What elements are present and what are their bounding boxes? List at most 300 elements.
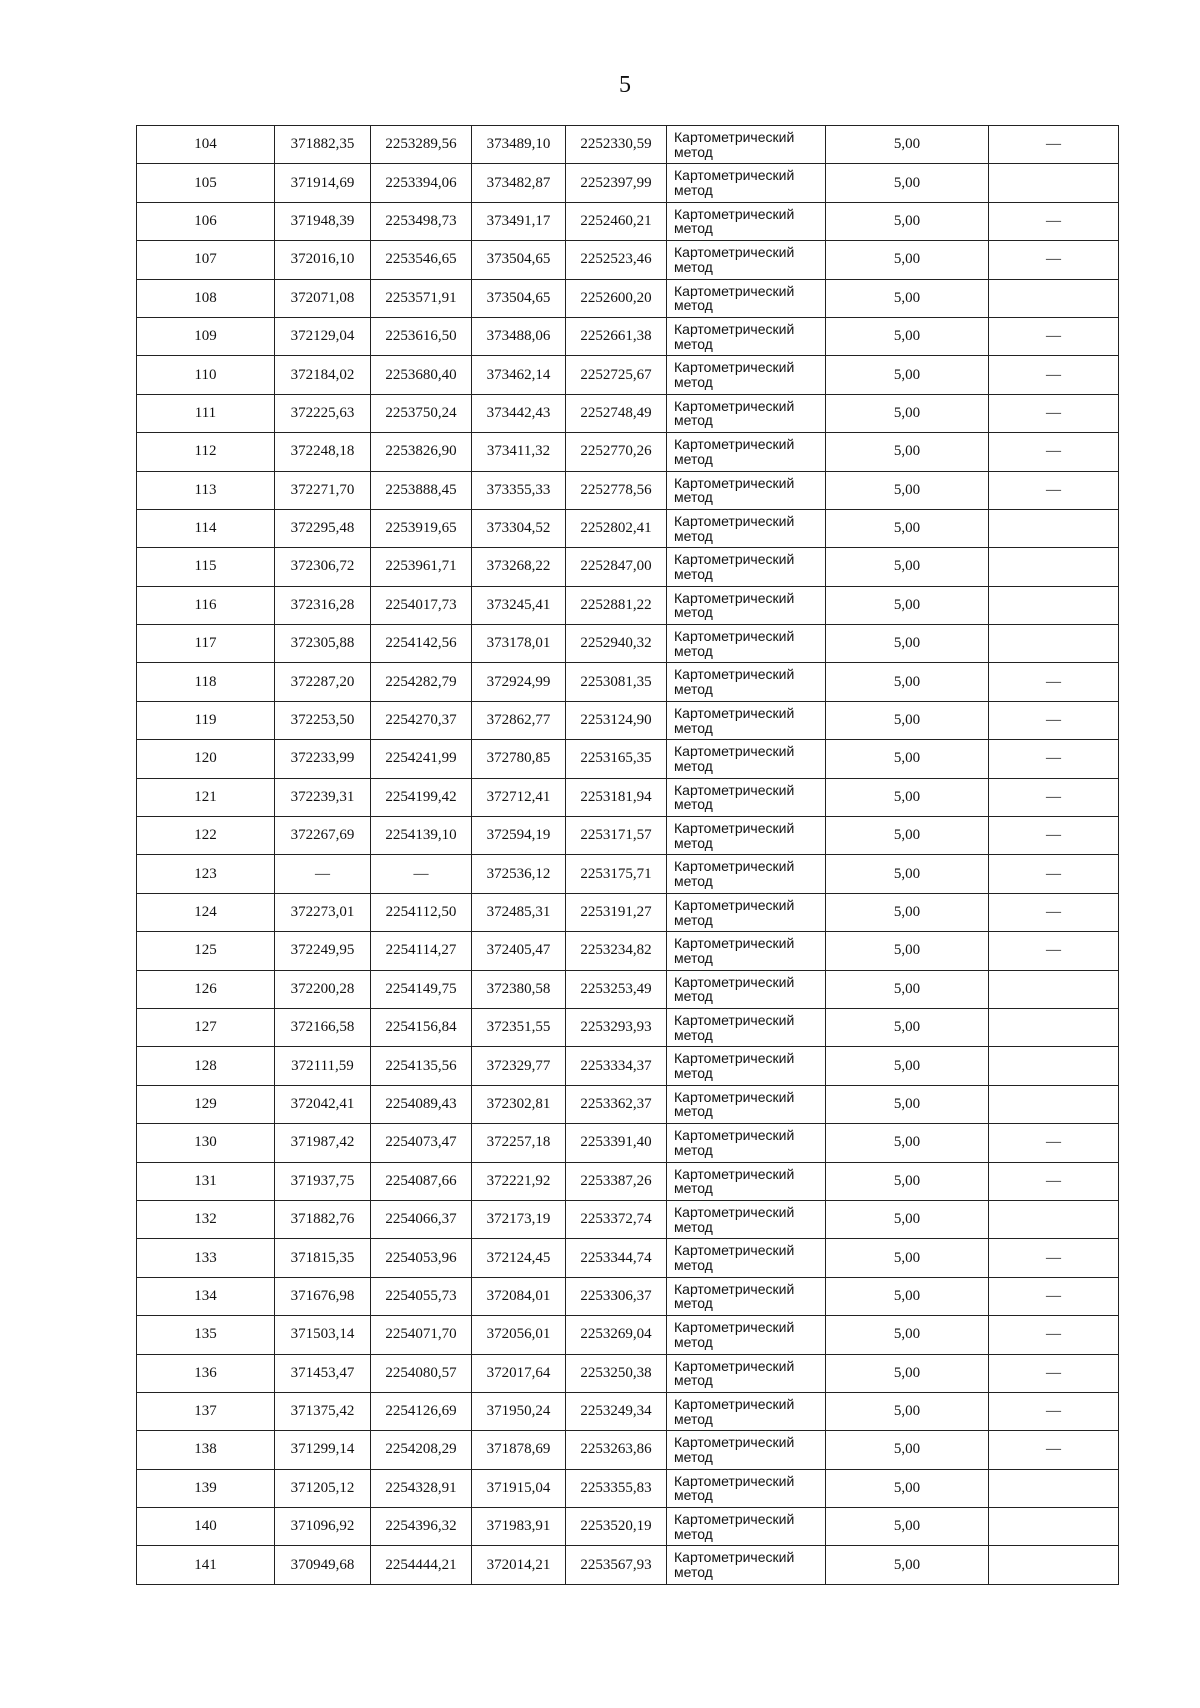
y-coord-2-cell: 2253234,82: [566, 932, 667, 970]
y-coord-2-cell: 2252748,49: [566, 394, 667, 432]
method-cell: [667, 932, 826, 970]
accuracy-cell: 5,00: [826, 663, 989, 701]
x-coord-2-cell: 373462,14: [472, 356, 566, 394]
x-coord-2-cell: 372862,77: [472, 701, 566, 739]
method-line-1: Картометрический: [674, 743, 795, 760]
y-coord-2-cell: 2253269,04: [566, 1316, 667, 1354]
method-cell: [667, 471, 826, 509]
note-cell: [989, 970, 1119, 1008]
method-line-2: метод: [674, 450, 713, 467]
point-number-cell: 123: [137, 855, 275, 893]
accuracy-cell: 5,00: [826, 126, 989, 164]
table-row: [137, 317, 1119, 355]
method-line-2: метод: [674, 719, 713, 736]
table-row: [137, 1124, 1119, 1162]
method-line-1: Картометрический: [674, 1319, 795, 1336]
x-coord-2-cell: 373442,43: [472, 394, 566, 432]
accuracy-cell: 5,00: [826, 164, 989, 202]
method-line-1: Картометрический: [674, 129, 795, 145]
method-cell: [667, 317, 826, 355]
x-coord-2-cell: 373488,06: [472, 317, 566, 355]
table-row: [137, 279, 1119, 317]
accuracy-cell: 5,00: [826, 548, 989, 586]
method-line-1: Картометрический: [674, 320, 795, 337]
x-coord-1-cell: 372225,63: [275, 394, 371, 432]
accuracy-cell: 5,00: [826, 625, 989, 663]
method-line-1: Картометрический: [674, 1280, 795, 1297]
y-coord-1-cell: 2253826,90: [371, 433, 472, 471]
accuracy-cell: 5,00: [826, 740, 989, 778]
point-number-cell: 125: [137, 932, 275, 970]
y-coord-1-cell: 2253680,40: [371, 356, 472, 394]
x-coord-2-cell: 373482,87: [472, 164, 566, 202]
method-line-1: Картометрический: [674, 282, 795, 299]
method-line-2: метод: [674, 949, 713, 966]
method-cell: [667, 1546, 826, 1584]
accuracy-cell: 5,00: [826, 1008, 989, 1046]
method-cell: [667, 740, 826, 778]
point-number-cell: 104: [137, 126, 275, 164]
method-line-2: метод: [674, 527, 713, 544]
point-number-cell: 137: [137, 1392, 275, 1430]
y-coord-1-cell: 2254114,27: [371, 932, 472, 970]
method-cell: [667, 586, 826, 624]
method-cell: [667, 394, 826, 432]
note-cell: —: [989, 433, 1119, 471]
note-cell: —: [989, 1354, 1119, 1392]
y-coord-2-cell: 2253191,27: [566, 893, 667, 931]
y-coord-2-cell: 2253250,38: [566, 1354, 667, 1392]
y-coord-2-cell: 2252725,67: [566, 356, 667, 394]
method-line-2: метод: [674, 1448, 713, 1465]
table-row: [137, 893, 1119, 931]
y-coord-2-cell: 2252661,38: [566, 317, 667, 355]
x-coord-2-cell: 373245,41: [472, 586, 566, 624]
y-coord-2-cell: 2252770,26: [566, 433, 667, 471]
method-line-1: Картометрический: [674, 1549, 795, 1566]
y-coord-1-cell: —: [371, 855, 472, 893]
method-cell: [667, 663, 826, 701]
y-coord-1-cell: 2254080,57: [371, 1354, 472, 1392]
method-cell: [667, 548, 826, 586]
note-cell: —: [989, 1162, 1119, 1200]
note-cell: [989, 548, 1119, 586]
method-line-1: Картометрический: [674, 397, 795, 414]
table-row: [137, 1239, 1119, 1277]
accuracy-cell: 5,00: [826, 279, 989, 317]
x-coord-2-cell: 373178,01: [472, 625, 566, 663]
y-coord-1-cell: 2253961,71: [371, 548, 472, 586]
y-coord-1-cell: 2254053,96: [371, 1239, 472, 1277]
x-coord-1-cell: 371882,35: [275, 126, 371, 164]
y-coord-2-cell: 2253387,26: [566, 1162, 667, 1200]
accuracy-cell: 5,00: [826, 1200, 989, 1238]
x-coord-2-cell: 372173,19: [472, 1200, 566, 1238]
x-coord-2-cell: 371983,91: [472, 1508, 566, 1546]
x-coord-2-cell: 373304,52: [472, 509, 566, 547]
y-coord-2-cell: 2253249,34: [566, 1392, 667, 1430]
method-line-2: метод: [674, 834, 713, 851]
accuracy-cell: 5,00: [826, 1469, 989, 1507]
method-line-1: Картометрический: [674, 551, 795, 568]
y-coord-1-cell: 2254328,91: [371, 1469, 472, 1507]
x-coord-1-cell: 371503,14: [275, 1316, 371, 1354]
x-coord-1-cell: 371815,35: [275, 1239, 371, 1277]
note-cell: [989, 1546, 1119, 1584]
accuracy-cell: 5,00: [826, 509, 989, 547]
x-coord-1-cell: 372316,28: [275, 586, 371, 624]
table-row: [137, 1469, 1119, 1507]
x-coord-1-cell: —: [275, 855, 371, 893]
y-coord-2-cell: 2253293,93: [566, 1008, 667, 1046]
y-coord-2-cell: 2253334,37: [566, 1047, 667, 1085]
y-coord-2-cell: 2253165,35: [566, 740, 667, 778]
note-cell: —: [989, 317, 1119, 355]
point-number-cell: 116: [137, 586, 275, 624]
note-cell: —: [989, 471, 1119, 509]
y-coord-2-cell: 2252460,21: [566, 202, 667, 240]
table-row: [137, 1316, 1119, 1354]
y-coord-2-cell: 2253253,49: [566, 970, 667, 1008]
method-line-1: Картометрический: [674, 628, 795, 645]
table-row: [137, 1047, 1119, 1085]
method-line-2: метод: [674, 796, 713, 813]
method-cell: [667, 1431, 826, 1469]
x-coord-2-cell: 372329,77: [472, 1047, 566, 1085]
note-cell: —: [989, 932, 1119, 970]
x-coord-1-cell: 372267,69: [275, 817, 371, 855]
method-cell: [667, 202, 826, 240]
point-number-cell: 135: [137, 1316, 275, 1354]
method-line-2: метод: [674, 1103, 713, 1120]
x-coord-2-cell: 371950,24: [472, 1392, 566, 1430]
method-line-2: метод: [674, 1141, 713, 1158]
accuracy-cell: 5,00: [826, 1392, 989, 1430]
x-coord-2-cell: 373491,17: [472, 202, 566, 240]
y-coord-2-cell: 2252847,00: [566, 548, 667, 586]
accuracy-cell: 5,00: [826, 586, 989, 624]
point-number-cell: 141: [137, 1546, 275, 1584]
y-coord-2-cell: 2252600,20: [566, 279, 667, 317]
x-coord-2-cell: 372351,55: [472, 1008, 566, 1046]
method-line-2: метод: [674, 1295, 713, 1312]
accuracy-cell: 5,00: [826, 471, 989, 509]
method-cell: [667, 126, 826, 164]
x-coord-1-cell: 372305,88: [275, 625, 371, 663]
table-row: [137, 1277, 1119, 1315]
y-coord-1-cell: 2253289,56: [371, 126, 472, 164]
method-cell: [667, 1277, 826, 1315]
method-cell: [667, 509, 826, 547]
x-coord-1-cell: 372295,48: [275, 509, 371, 547]
x-coord-1-cell: 372306,72: [275, 548, 371, 586]
x-coord-1-cell: 371453,47: [275, 1354, 371, 1392]
x-coord-1-cell: 372248,18: [275, 433, 371, 471]
method-line-2: метод: [674, 335, 713, 352]
accuracy-cell: 5,00: [826, 1508, 989, 1546]
point-number-cell: 124: [137, 893, 275, 931]
table-row: [137, 1354, 1119, 1392]
x-coord-2-cell: 372405,47: [472, 932, 566, 970]
x-coord-1-cell: 372200,28: [275, 970, 371, 1008]
point-number-cell: 130: [137, 1124, 275, 1162]
x-coord-2-cell: 372712,41: [472, 778, 566, 816]
x-coord-1-cell: 372129,04: [275, 317, 371, 355]
method-line-2: метод: [674, 1410, 713, 1427]
x-coord-2-cell: 372924,99: [472, 663, 566, 701]
table-row: [137, 663, 1119, 701]
x-coord-2-cell: 372536,12: [472, 855, 566, 893]
y-coord-2-cell: 2252881,22: [566, 586, 667, 624]
x-coord-1-cell: 371937,75: [275, 1162, 371, 1200]
table-row: [137, 701, 1119, 739]
method-line-1: Картометрический: [674, 1050, 795, 1067]
method-line-1: Картометрический: [674, 589, 795, 606]
method-line-1: Картометрический: [674, 1434, 795, 1451]
method-line-1: Картометрический: [674, 935, 795, 952]
y-coord-1-cell: 2253546,65: [371, 241, 472, 279]
point-number-cell: 105: [137, 164, 275, 202]
y-coord-2-cell: 2253181,94: [566, 778, 667, 816]
x-coord-1-cell: 371914,69: [275, 164, 371, 202]
method-line-2: метод: [674, 604, 713, 621]
note-cell: [989, 509, 1119, 547]
x-coord-2-cell: 372380,58: [472, 970, 566, 1008]
y-coord-2-cell: 2253372,74: [566, 1200, 667, 1238]
table-row: [137, 1508, 1119, 1546]
method-line-2: метод: [674, 489, 713, 506]
method-line-2: метод: [674, 1487, 713, 1504]
y-coord-2-cell: 2253520,19: [566, 1508, 667, 1546]
accuracy-cell: 5,00: [826, 1239, 989, 1277]
method-line-1: Картометрический: [674, 1511, 795, 1528]
table-row: [137, 625, 1119, 663]
accuracy-cell: 5,00: [826, 394, 989, 432]
method-cell: [667, 356, 826, 394]
note-cell: —: [989, 817, 1119, 855]
x-coord-2-cell: 373411,32: [472, 433, 566, 471]
accuracy-cell: 5,00: [826, 1124, 989, 1162]
point-number-cell: 106: [137, 202, 275, 240]
x-coord-1-cell: 371096,92: [275, 1508, 371, 1546]
method-line-2: метод: [674, 988, 713, 1005]
x-coord-2-cell: 373268,22: [472, 548, 566, 586]
table-row: [137, 1008, 1119, 1046]
method-line-1: Картометрический: [674, 973, 795, 990]
method-cell: [667, 279, 826, 317]
table-row: [137, 1200, 1119, 1238]
method-line-2: метод: [674, 1218, 713, 1235]
x-coord-1-cell: 372239,31: [275, 778, 371, 816]
accuracy-cell: 5,00: [826, 1047, 989, 1085]
x-coord-1-cell: 371375,42: [275, 1392, 371, 1430]
method-cell: [667, 855, 826, 893]
method-cell: [667, 1085, 826, 1123]
y-coord-1-cell: 2254142,56: [371, 625, 472, 663]
method-cell: [667, 1200, 826, 1238]
point-number-cell: 118: [137, 663, 275, 701]
table-row: [137, 509, 1119, 547]
y-coord-1-cell: 2253498,73: [371, 202, 472, 240]
x-coord-1-cell: 372042,41: [275, 1085, 371, 1123]
x-coord-1-cell: 372287,20: [275, 663, 371, 701]
method-line-1: Картометрический: [674, 1357, 795, 1374]
point-number-cell: 121: [137, 778, 275, 816]
table-row: [137, 740, 1119, 778]
point-number-cell: 119: [137, 701, 275, 739]
method-line-2: метод: [674, 642, 713, 659]
note-cell: [989, 1469, 1119, 1507]
point-number-cell: 108: [137, 279, 275, 317]
method-line-1: Картометрический: [674, 896, 795, 913]
method-line-2: метод: [674, 873, 713, 890]
table-row: [137, 126, 1119, 164]
y-coord-1-cell: 2254282,79: [371, 663, 472, 701]
x-coord-2-cell: 372780,85: [472, 740, 566, 778]
method-line-2: метод: [674, 182, 713, 199]
y-coord-2-cell: 2253391,40: [566, 1124, 667, 1162]
table-row: [137, 855, 1119, 893]
table-row: [137, 164, 1119, 202]
y-coord-2-cell: 2253124,90: [566, 701, 667, 739]
accuracy-cell: 5,00: [826, 1546, 989, 1584]
y-coord-2-cell: 2253081,35: [566, 663, 667, 701]
method-line-1: Картометрический: [674, 244, 795, 261]
method-cell: [667, 1008, 826, 1046]
method-line-1: Картометрический: [674, 205, 795, 222]
accuracy-cell: 5,00: [826, 1354, 989, 1392]
method-line-1: Картометрический: [674, 1088, 795, 1105]
x-coord-2-cell: 372594,19: [472, 817, 566, 855]
x-coord-2-cell: 372124,45: [472, 1239, 566, 1277]
method-line-2: метод: [674, 1026, 713, 1043]
y-coord-2-cell: 2253355,83: [566, 1469, 667, 1507]
method-line-2: метод: [674, 1065, 713, 1082]
y-coord-1-cell: 2254199,42: [371, 778, 472, 816]
accuracy-cell: 5,00: [826, 855, 989, 893]
point-number-cell: 109: [137, 317, 275, 355]
page-number: 5: [619, 72, 631, 98]
method-line-2: метод: [674, 374, 713, 391]
table-row: [137, 1546, 1119, 1584]
accuracy-cell: 5,00: [826, 701, 989, 739]
table-row: [137, 356, 1119, 394]
note-cell: [989, 1008, 1119, 1046]
accuracy-cell: 5,00: [826, 202, 989, 240]
method-line-1: Картометрический: [674, 167, 795, 184]
method-line-1: Картометрический: [674, 512, 795, 529]
table-row: [137, 586, 1119, 624]
point-number-cell: 140: [137, 1508, 275, 1546]
method-line-2: метод: [674, 757, 713, 774]
accuracy-cell: 5,00: [826, 317, 989, 355]
method-line-1: Картометрический: [674, 781, 795, 798]
note-cell: [989, 1200, 1119, 1238]
y-coord-1-cell: 2254156,84: [371, 1008, 472, 1046]
method-cell: [667, 970, 826, 1008]
accuracy-cell: 5,00: [826, 1316, 989, 1354]
method-line-2: метод: [674, 297, 713, 314]
note-cell: —: [989, 893, 1119, 931]
note-cell: —: [989, 356, 1119, 394]
x-coord-2-cell: 373504,65: [472, 279, 566, 317]
table-row: [137, 970, 1119, 1008]
x-coord-1-cell: 371987,42: [275, 1124, 371, 1162]
y-coord-2-cell: 2252940,32: [566, 625, 667, 663]
note-cell: —: [989, 126, 1119, 164]
accuracy-cell: 5,00: [826, 433, 989, 471]
x-coord-1-cell: 371299,14: [275, 1431, 371, 1469]
y-coord-1-cell: 2254087,66: [371, 1162, 472, 1200]
point-number-cell: 134: [137, 1277, 275, 1315]
y-coord-1-cell: 2253750,24: [371, 394, 472, 432]
method-line-2: метод: [674, 565, 713, 582]
note-cell: —: [989, 1239, 1119, 1277]
method-line-2: метод: [674, 1257, 713, 1274]
y-coord-1-cell: 2254066,37: [371, 1200, 472, 1238]
note-cell: [989, 1085, 1119, 1123]
y-coord-1-cell: 2254270,37: [371, 701, 472, 739]
x-coord-1-cell: 372071,08: [275, 279, 371, 317]
method-cell: [667, 893, 826, 931]
method-line-1: Картометрический: [674, 1165, 795, 1182]
x-coord-2-cell: 372257,18: [472, 1124, 566, 1162]
method-line-1: Картометрический: [674, 1395, 795, 1412]
x-coord-1-cell: 372111,59: [275, 1047, 371, 1085]
x-coord-1-cell: 370949,68: [275, 1546, 371, 1584]
y-coord-1-cell: 2253571,91: [371, 279, 472, 317]
point-number-cell: 107: [137, 241, 275, 279]
method-line-1: Картометрический: [674, 436, 795, 453]
y-coord-1-cell: 2254112,50: [371, 893, 472, 931]
method-cell: [667, 625, 826, 663]
y-coord-2-cell: 2253567,93: [566, 1546, 667, 1584]
x-coord-1-cell: 372249,95: [275, 932, 371, 970]
table-row: [137, 778, 1119, 816]
note-cell: —: [989, 778, 1119, 816]
y-coord-2-cell: 2252330,59: [566, 126, 667, 164]
accuracy-cell: 5,00: [826, 241, 989, 279]
method-line-1: Картометрический: [674, 820, 795, 837]
method-line-2: метод: [674, 220, 713, 237]
table-row: [137, 1085, 1119, 1123]
method-cell: [667, 1047, 826, 1085]
point-number-cell: 110: [137, 356, 275, 394]
point-number-cell: 115: [137, 548, 275, 586]
accuracy-cell: 5,00: [826, 1162, 989, 1200]
method-line-1: Картометрический: [674, 858, 795, 875]
point-number-cell: 132: [137, 1200, 275, 1238]
table-row: [137, 1162, 1119, 1200]
coordinates-table: [136, 125, 1119, 1585]
table-row: [137, 241, 1119, 279]
point-number-cell: 114: [137, 509, 275, 547]
accuracy-cell: 5,00: [826, 817, 989, 855]
method-line-2: метод: [674, 911, 713, 928]
accuracy-cell: 5,00: [826, 1277, 989, 1315]
y-coord-1-cell: 2254139,10: [371, 817, 472, 855]
method-line-2: метод: [674, 258, 713, 275]
method-line-1: Картометрический: [674, 1127, 795, 1144]
x-coord-1-cell: 371205,12: [275, 1469, 371, 1507]
x-coord-2-cell: 373355,33: [472, 471, 566, 509]
note-cell: [989, 625, 1119, 663]
y-coord-2-cell: 2253306,37: [566, 1277, 667, 1315]
note-cell: —: [989, 740, 1119, 778]
method-line-2: метод: [674, 143, 713, 160]
note-cell: —: [989, 241, 1119, 279]
y-coord-1-cell: 2254135,56: [371, 1047, 472, 1085]
